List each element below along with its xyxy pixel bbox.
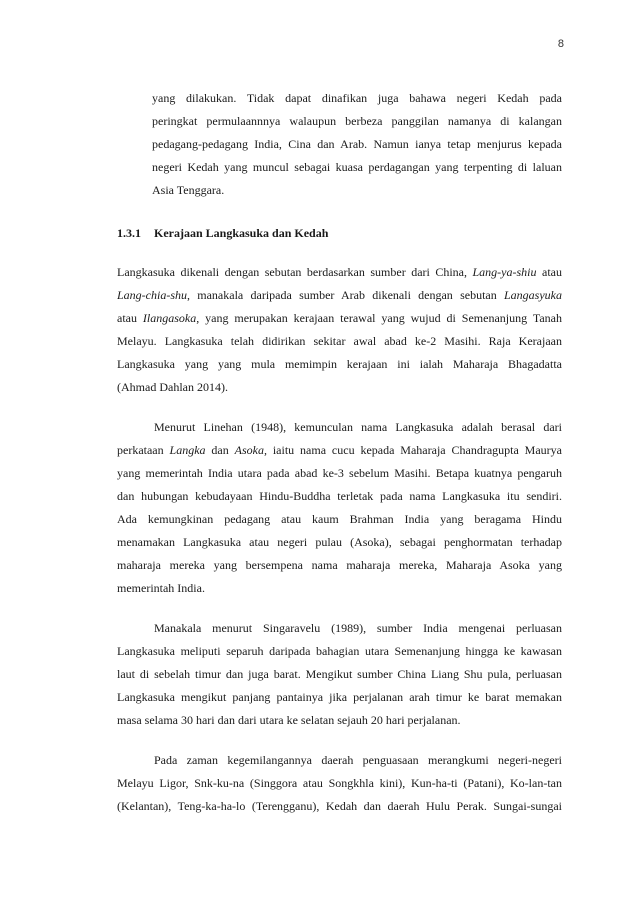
text-line: perkataan Langka dan Asoka, iaitu nama cucu kepada Maharaja Chandragupta Maurya [117,443,562,457]
text-line: Melayu Ligor, Snk-ku-na (Singgora atau Songkhla kini), Kun-ha-ti (Patani), Ko-lan-tan [117,776,562,790]
text-line: Lang-chia-shu, manakala daripada sumber Arab dikenali dengan sebutan Langasyuka [117,288,562,302]
text-line: (Kelantan), Teng-ka-ha-lo (Terengganu), Kedah dan daerah Hulu Perak. Sungai-sungai [117,799,562,813]
text-line: Ada kemungkinan pedagang atau kaum Brahman India yang beragama Hindu [117,512,562,526]
text-line: atau Ilangasoka, yang merupakan kerajaan terawal yang wujud di Semenanjung Tanah [117,311,562,325]
text-line: memerintah India. [117,581,205,595]
section-title: Kerajaan Langkasuka dan Kedah [154,226,329,240]
text-line: yang dilakukan. Tidak dapat dinafikan juga bahawa negeri Kedah pada [152,91,562,105]
text-line: Asia Tenggara. [152,183,225,197]
text-line: Langkasuka meliputi separuh daripada bahagian utara Semenanjung hingga ke kawasan [117,644,562,658]
text-line: Langkasuka yang yang mula memimpin kerajaan ini ialah Maharaja Bhagadatta [117,357,562,371]
text-line: Melayu. Langkasuka telah didirikan sekitar awal abad ke-2 Masihi. Raja Kerajaan [117,334,562,348]
page-number: 8 [557,38,564,50]
text-line: Manakala menurut Singaravelu (1989), sumber India mengenai perluasan [154,621,562,635]
text-line: pedagang-pedagang India, Cina dan Arab. Namun ianya tetap menjurus kepada [152,137,562,151]
text-line: laut di sebelah timur dan juga barat. Mengikut sumber China Liang Shu pula, perluasan [117,667,562,681]
text-line: (Ahmad Dahlan 2014). [117,380,228,394]
text-line: Menurut Linehan (1948), kemunculan nama Langkasuka adalah berasal dari [154,420,562,434]
text-line: Pada zaman kegemilangannya daerah penguasaan merangkumi negeri-negeri [154,753,562,767]
text-line: dan hubungan kebudayaan Hindu-Buddha terletak pada nama Langkasuka itu sendiri. [117,489,562,503]
text-line: Langkasuka mengikut panjang pantainya jika perjalanan arah timur ke barat memakan [117,690,562,704]
text-line: maharaja mereka yang bersempena nama maharaja mereka, Maharaja Asoka yang [117,558,562,572]
text-line: peringkat permulaannnya walaupun berbeza panggilan namanya di kalangan [152,114,562,128]
text-line: yang memerintah India utara pada abad ke-3 sebelum Masihi. Betapa kuatnya pengaruh [117,466,562,480]
text-line: negeri Kedah yang muncul sebagai kuasa perdagangan yang terpenting di laluan [152,160,562,174]
text-line: menamakan Langkasuka atau negeri pulau (Asoka), sebagai penghormatan terhadap [117,535,562,549]
text-line: Langkasuka dikenali dengan sebutan berdasarkan sumber dari China, Lang-ya-shiu atau [117,265,562,279]
section-number: 1.3.1 [117,226,141,240]
text-line: masa selama 30 hari dan dari utara ke selatan sejauh 20 hari perjalanan. [117,713,461,727]
section-heading [117,226,328,241]
